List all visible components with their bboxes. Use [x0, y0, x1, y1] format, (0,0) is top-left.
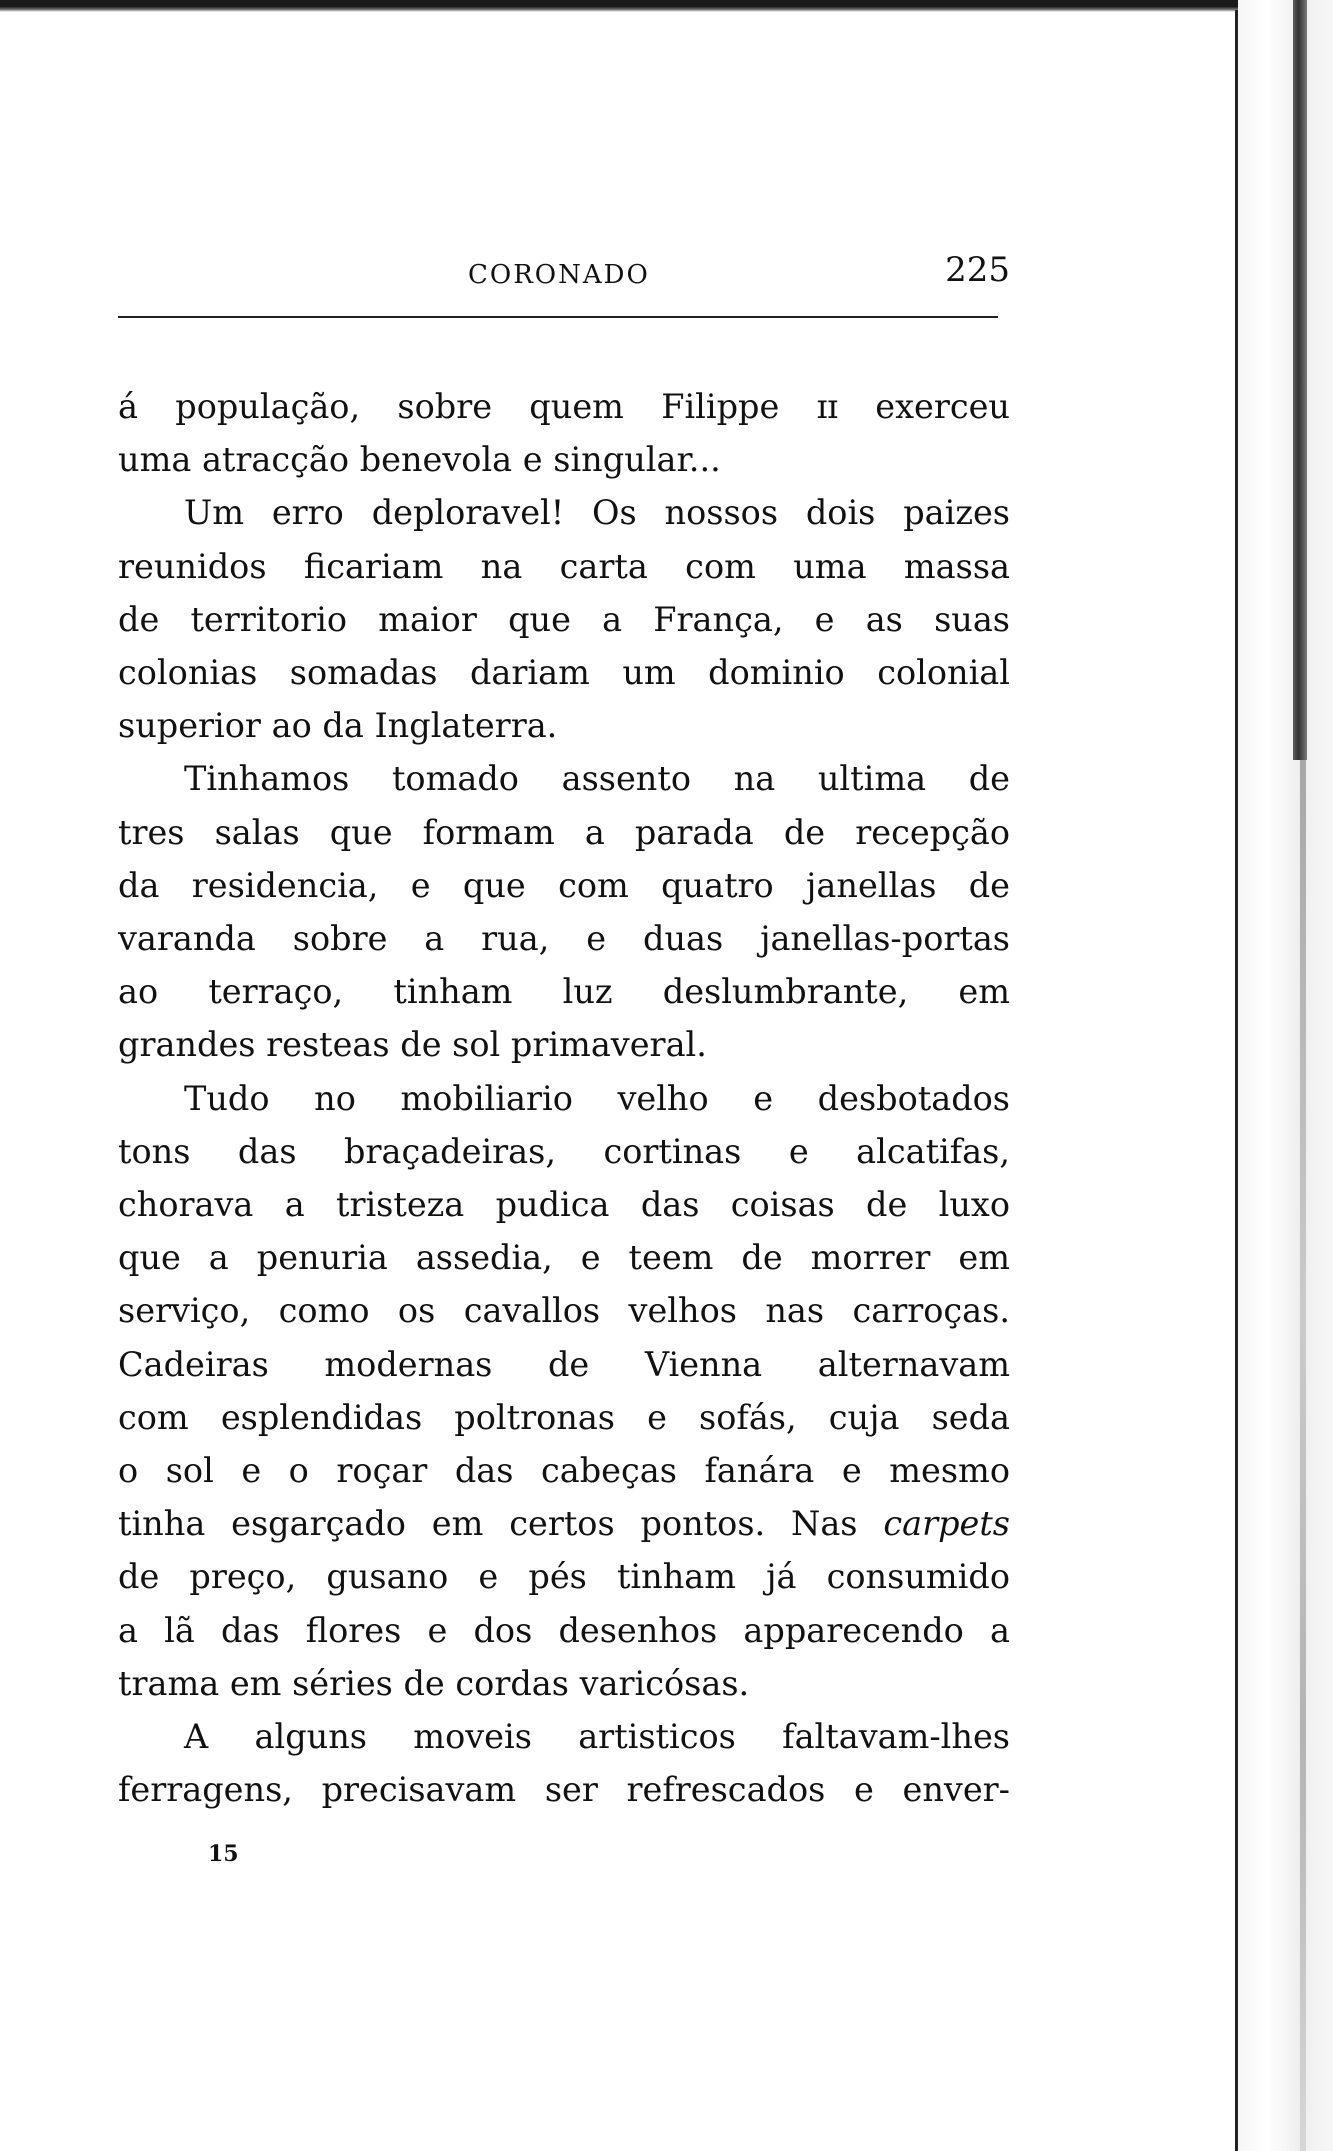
text-line: grandes resteas de sol primaveral.: [118, 1025, 707, 1065]
text-line: tinha esgarçado em certos pontos. Nas carpets: [118, 1504, 1010, 1544]
text-line: Um erro deploravel! Os nossos dois paizes: [184, 493, 1010, 533]
page-top-edge: [0, 0, 1290, 12]
header-rule: [118, 316, 998, 318]
text-line: da residencia, e que com quatro janellas de: [118, 865, 1010, 905]
text-line: o sol e o roçar das cabeças fanára e mesmo: [118, 1451, 1010, 1491]
body-text: [118, 380, 1010, 1816]
text-line: colonias somadas dariam um dominio colonial: [118, 653, 1010, 693]
text-line: uma atracção benevola e singular...: [118, 440, 721, 480]
gutter-shadow: [1293, 0, 1307, 760]
text-line: varanda sobre a rua, e duas janellas-portas: [118, 919, 1010, 959]
text-line: Tudo no mobiliario velho e desbotados: [184, 1078, 1010, 1118]
text-line: tres salas que formam a parada de recepção: [118, 812, 1010, 852]
text-line: reunidos ficariam na carta com uma massa: [118, 546, 1010, 586]
italic-word: carpets: [883, 1504, 1010, 1544]
text-line: ferragens, precisavam ser refrescados e enver-: [118, 1770, 1010, 1810]
text-line: tons das braçadeiras, cortinas e alcatifas,: [118, 1131, 1010, 1171]
text-line: que a penuria assedia, e teem de morrer em: [118, 1238, 1010, 1278]
running-title: CORONADO: [468, 260, 650, 290]
text-line: A alguns moveis artisticos faltavam-lhes: [184, 1717, 1010, 1757]
running-head: [118, 250, 1010, 300]
text-line: de territorio maior que a França, e as suas: [118, 599, 1010, 639]
signature-mark: 15: [208, 1841, 239, 1867]
page-number: 225: [945, 250, 1010, 290]
text-line: a lã das flores e dos desenhos apparecendo a: [118, 1610, 1010, 1650]
text-line: de preço, gusano e pés tinham já consumido: [118, 1557, 1010, 1597]
text-line: com esplendidas poltronas e sofás, cuja seda: [118, 1397, 1010, 1437]
text-line: serviço, como os cavallos velhos nas carroças.: [118, 1291, 1010, 1331]
text-line: chorava a tristeza pudica das coisas de luxo: [118, 1185, 1010, 1225]
text-line: Cadeiras modernas de Vienna alternavam: [118, 1344, 1010, 1384]
text-line: superior ao da Inglaterra.: [118, 706, 558, 746]
text-line: ao terraço, tinham luz deslumbrante, em: [118, 972, 1010, 1012]
text-line: trama em séries de cordas varicósas.: [118, 1663, 750, 1703]
book-gutter: [1238, 0, 1333, 2151]
text-line: Tinhamos tomado assento na ultima de: [184, 759, 1010, 799]
gutter-shadow-lower: [1300, 760, 1306, 2151]
text-line: á população, sobre quem Filippe ɪɪ exerceu: [118, 387, 1010, 426]
